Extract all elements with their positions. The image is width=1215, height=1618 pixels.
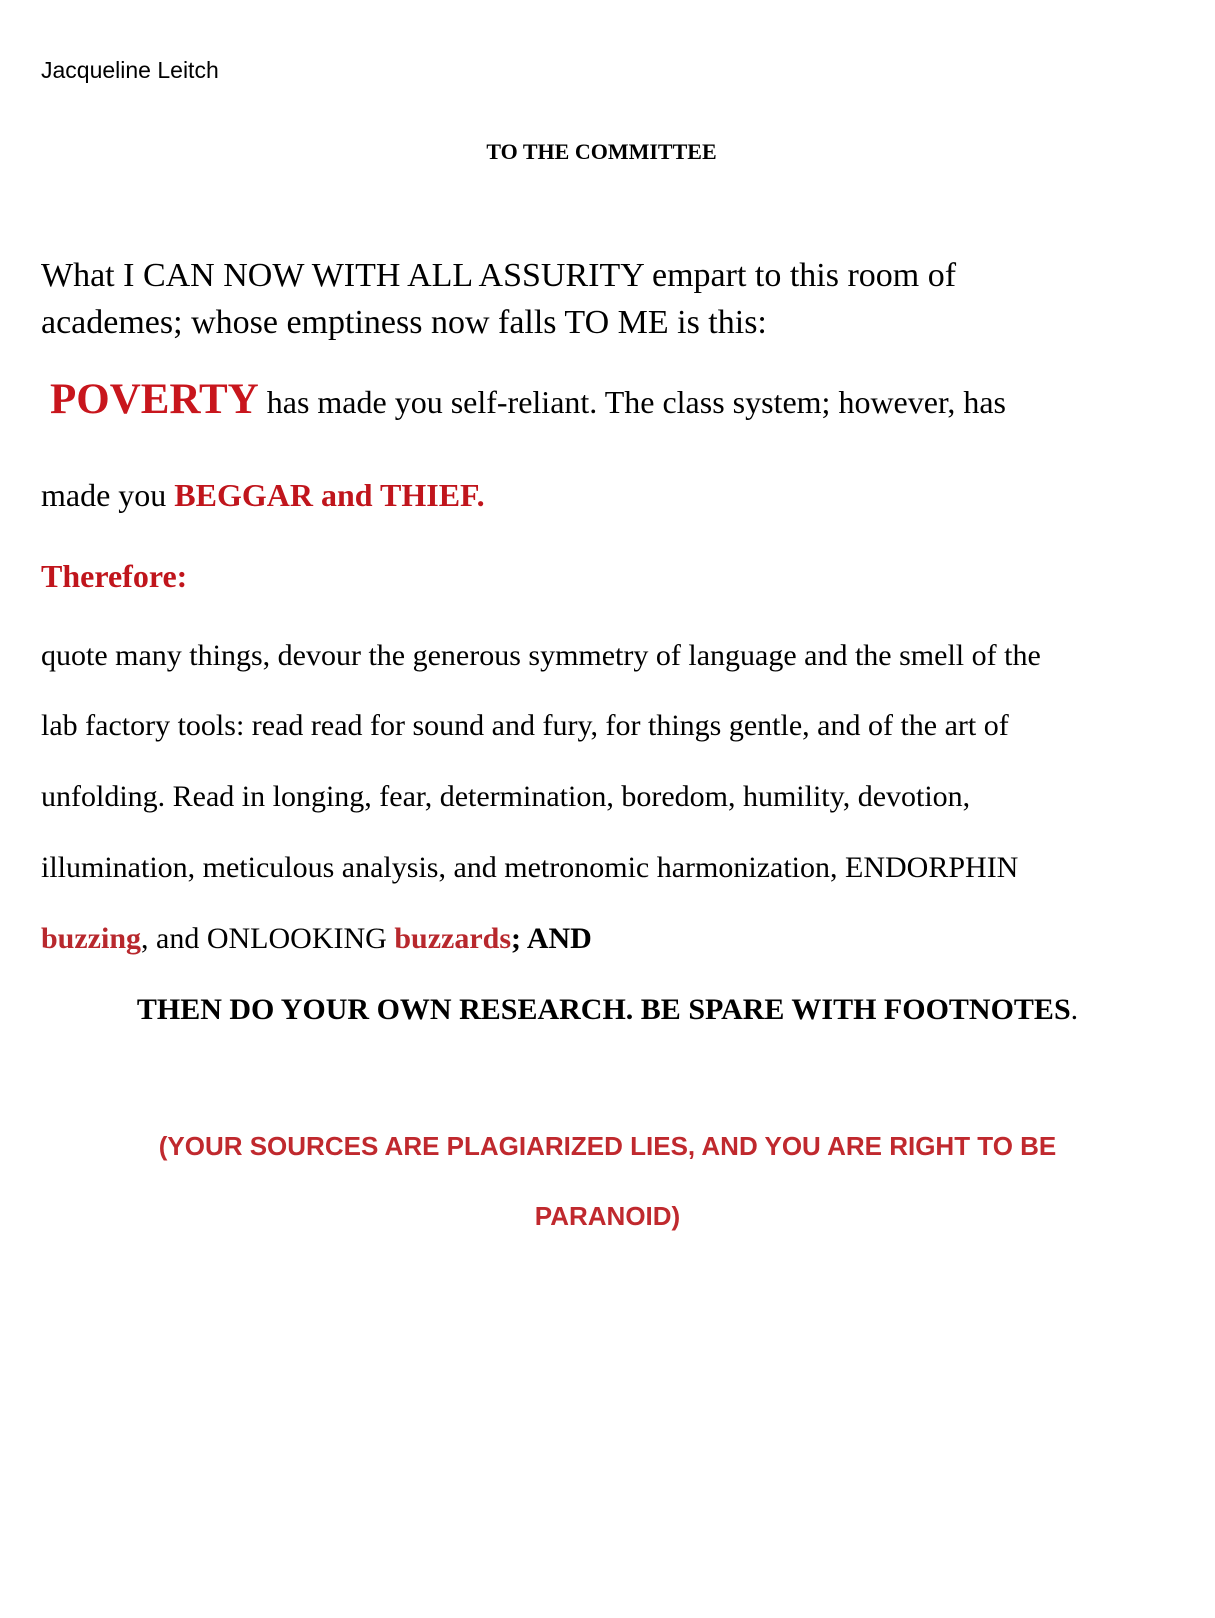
beggar-emphasis: BEGGAR and THIEF. — [174, 477, 485, 513]
research-text: THEN DO YOUR OWN RESEARCH. BE SPARE WITH FOOTNOTES — [136, 993, 1071, 1026]
buzz-line — [41, 921, 592, 957]
poverty-keyword: POVERTY — [50, 376, 259, 423]
buzzing-word: buzzing — [41, 922, 142, 955]
buzz-mid: , and ONLOOKING — [141, 922, 395, 955]
beggar-line — [41, 475, 485, 515]
body-line-4: illumination, meticulous analysis, and metronomic harmonization, ENDORPHIN — [41, 851, 1019, 884]
research-period: . — [1070, 993, 1079, 1026]
beggar-lead: made you — [41, 477, 167, 513]
body-line-3: unfolding. Read in longing, fear, determination, boredom, humility, devotion, — [41, 780, 971, 813]
therefore-heading: Therefore: — [41, 558, 188, 594]
buzzards-word: buzzards — [394, 922, 512, 955]
sources-line-2: PARANOID) — [534, 1201, 681, 1231]
intro-line-1: What I CAN NOW WITH ALL ASSURITY empart to this room of — [41, 257, 957, 294]
poverty-rest: has made you self-reliant. The class system; however, has — [266, 384, 1006, 420]
buzz-end: ; AND — [511, 922, 592, 955]
intro-line-2: academes; whose emptiness now falls TO ME is this: — [41, 304, 767, 341]
sources-line-1: (YOUR SOURCES ARE PLAGIARIZED LIES, AND YOU ARE RIGHT TO BE — [158, 1131, 1057, 1161]
poverty-line — [41, 376, 1006, 426]
document-title — [0, 138, 1215, 166]
body-line-1: quote many things, devour the generous symmetry of language and the smell of the — [41, 639, 1041, 672]
body-line-2: lab factory tools: read read for sound and fury, for things gentle, and of the art of — [41, 709, 1009, 742]
author-name: Jacqueline Leitch — [41, 57, 219, 83]
research-line — [0, 992, 1215, 1028]
document-title-text: TO THE COMMITTEE — [486, 139, 717, 164]
